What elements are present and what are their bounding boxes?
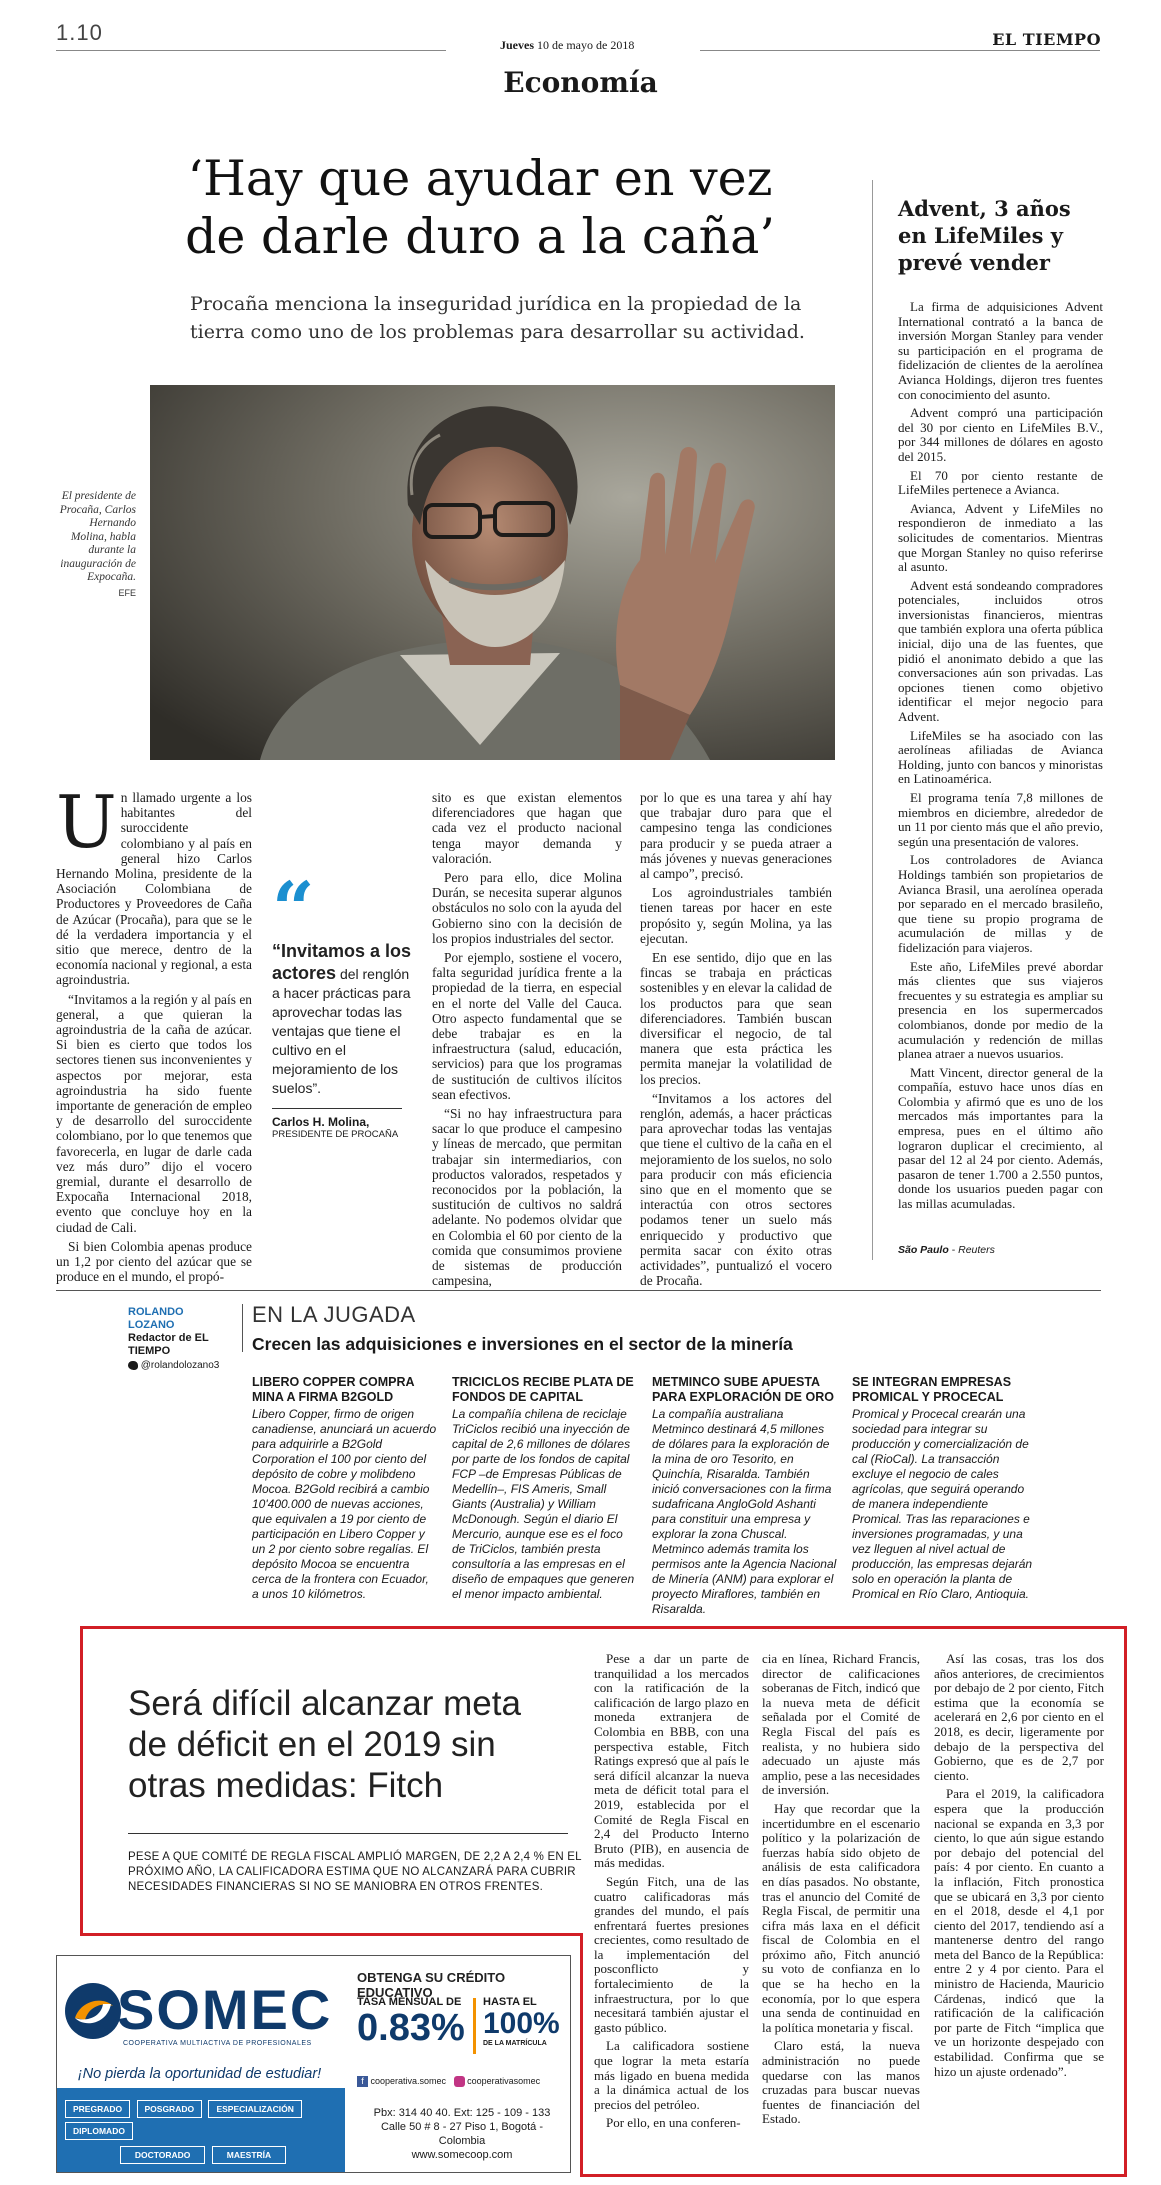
pull-quote-rule [272,1108,402,1109]
ad-rate-block [357,1996,567,2066]
credit-agency: Reuters [958,1244,995,1256]
fitch-col1-p3: La calificadora sostiene que lograr la meta estaría más ligado en buena medida a la dinámica actual de los precios del petróleo. [594,2038,749,2112]
jugada-item-1-title: LIBERO COPPER COMPRA MINA A FIRMA B2GOLD [252,1375,415,1404]
fitch-col3-p1: Así las cosas, tras los dos años anteriores, de crecimientos por debajo de 2 por ciento, Fitch estima que la economía se acelerará en 2,6 por ciento en el 2018, es decir, ligeramente por debajo de la perspectiva del Gobierno, que es de 2,7 por ciento. [934,1651,1104,1783]
date-day: Jueves [500,38,534,52]
ad-instagram[interactable]: cooperativasomec [467,2076,541,2086]
pull-quote-role: PRESIDENTE DE PROCAÑA [272,1129,399,1140]
photo-caption [56,490,136,600]
jugada-item-1-body: Libero Copper, firmo de origen canadiense, anunciará un acuerdo para adquirirle a B2Gold Corporation el 100 por ciento del depósito de cobre y molibdeno Mocoa. B2Gold recibirá a cambio 10'400.000 de nuevas acciones, que equivalen a 19 por ciento de participación en Libero Copper y un 2 por ciento sobre regalías. El depósito Mocoa se encuentra cerca de la frontera con Ecuador, a unos 10 kilómetros. [252,1407,437,1601]
ad-slogan: ¡No pierda la oportunidad de estudiar! [77,2066,322,2082]
jugada-headline: Crecen las adquisiciones e inversiones en el sector de la minería [252,1334,793,1354]
headline-line-1: ‘Hay que ayudar en vez [187,150,773,207]
main-col1-p2: “Invitamos a la región y al país en general, a que quieran la agroindustria de la caña de azúcar. Si bien es cierto que todos los sectores tienen sus inconvenientes y aspectos por mejorar, esta agroindustria ha sido fuente importante de generación de empleo y de desarrollo del suroccidente colombiano, por lo que tenemos que favorecerla, en lugar de darle cada vez más duro” dijo el vocero gremial, durante el desarrollo de Expocaña Internacional 2018, evento que concluye hoy en la ciudad de Cali. [56,991,252,1235]
ad-tags [63,2098,343,2166]
jugada-item-2-body: La compañía chilena de reciclaje TriCiclos recibió una inyección de capital de 2,6 millones de dólares por parte de los fondos de capital FCP –de Empresas Públicas de Medellín–, FIS Ameris, Small Giants (Australia) y William McDonough. Según el diario El Mercurio, aunque ese es el foco de TriCiclos, también presta consultoría a las empresas en el diseño de empaques que generen el menor impacto ambiental. [452,1407,635,1601]
sidebar-p3: El 70 por ciento restante de LifeMiles pertenece a Avianca. [898,467,1103,498]
ad-tag-2: POSGRADO [137,2100,203,2118]
pull-quote-rest: del renglón a hacer prácticas para aprovechar todas las ventajas que tiene el cultivo en el mejoramiento de los suelos”. [272,966,411,1096]
ad-upto-sub: DE LA MATRÍCULA [483,2040,547,2047]
jugada-kicker: EN LA JUGADA [252,1302,416,1327]
ad-tag-5: DOCTORADO [120,2146,206,2164]
jugada-item-2 [452,1375,637,1602]
jugada-item-4-body: Promical y Procecal crearán una sociedad para integrar su producción y comercialización de cal (RioCal). La transacción excluye el negocio de cales agrícolas, que seguirá operando de manera independiente Promical. Tras las reparaciones e inversiones programadas, y una vez lleguen al nivel actual de producción, las empresas dejarán solo en operación la planta de Promical en Río Claro, Antioquia. [852,1407,1033,1601]
fitch-col1-p4: Por ello, en una conferen- [606,2115,741,2131]
somec-ad[interactable] [56,1955,571,2173]
main-lede: Procaña menciona la inseguridad jurídica en la propiedad de la tierra como uno de los problemas para desarrollar su actividad. [190,293,805,343]
main-col3-p4: “Si no hay infraestructura para sacar lo que produce el campesino y líneas de mercado, que permitan trabajar sin intermediarios, con productos valorados, respetados y reconocidos por la población, la sustitución de cultivos no saldrá adelante. No podemos olvidar que en Colombia el 60 por ciento de la comida que consumimos proviene de sistemas de producción campesina, [432,1106,622,1289]
main-col3-p2: Pero para ello, dice Molina Durán, se necesita superar algunos obstáculos no solo con la ayuda del Gobierno sino con la decisión de los propios industriales del sector. [432,870,622,946]
fitch-lede: PESE A QUE COMITÉ DE REGLA FISCAL AMPLIÓ MARGEN, DE 2,2 A 2,4 % EN EL PRÓXIMO AÑO, LA CALIFICADORA ESTIMA QUE NO ALCANZARÁ PARA CUBRIR NECESIDADES FINANCIERAS SI NO SE MANIOBRA EN OTROS FRENTES. [128,1851,582,1893]
quote-mark-icon: “ [272,867,315,953]
jugada-item-3-body: La compañía australiana Metminco destinará 4,5 millones de dólares para la exploración de la mina de oro Tesorito, en Quinchía, Risaralda. También inició conversaciones con la firma sudafricana AngloGold Ashanti para constituir una empresa y explorar la zona Chuscal. Metminco además tramita los permisos ante la Agencia Nacional de Minería (ANM) para explorar el proyecto Miraflores, también en Risaralda. [652,1407,837,1616]
sidebar-p4: Avianca, Advent y LifeMiles no respondieron de inmediato a las solicitudes de comentarios. Mientras que Morgan Stanley no quiso referirse al asunto. [898,500,1103,575]
somec-logo [63,1972,343,2062]
ad-upto-label: HASTA EL [483,1996,537,2008]
jugada-divider [242,1304,243,1352]
columnist-box [128,1306,248,1372]
sidebar-p7: El programa tenía 7,8 millones de miembros en diciembre, alrededor de un 11 por ciento más que el año previo, según una presentación de valores. [898,790,1103,849]
ad-rate-divider [473,1998,476,2054]
pull-quote-name: Carlos H. Molina, [272,1115,370,1129]
columnist-role: Redactor de EL TIEMPO [128,1332,209,1357]
ad-rate-value: 0.83% [357,2007,465,2049]
jugada-item-3 [652,1375,837,1617]
main-col-3 [432,790,622,1293]
ad-heading: OBTENGA SU CRÉDITO EDUCATIVO [357,1970,506,2000]
ad-tag-4: DIPLOMADO [65,2122,133,2140]
columnist-handle: @rolandolozano3 [140,1360,220,1371]
main-col4-p2: Los agroindustriales también tienen tareas por hacer en este propósito y, según Molina, ya las ejecutan. [640,885,832,946]
pull-quote-text [272,940,412,1098]
fitch-headline [128,1683,588,1806]
somec-tagline: COOPERATIVA MULTIACTIVA DE PROFESIONALES [123,2040,312,2047]
header-rule-left [56,50,446,51]
main-col-1 [56,780,252,1289]
ad-facebook[interactable]: cooperativa.somec [370,2076,447,2086]
jugada-item-3-title: METMINCO SUBE APUESTA PARA EXPLORACIÓN DE ORO [652,1375,834,1404]
header-date [500,38,634,53]
header-rule-right [700,50,1100,51]
fitch-col1-p1: Pese a dar un parte de tranquilidad a los mercados con la ratificación de la calificación de largo plazo en moneda extranjera de Colombia en BBB, con una perspectiva estable, Fitch Ratings expresó que al país le será difícil alcanzar la nueva meta de déficit total para el 2019, establecida por el Comité de Regla Fiscal en 2,4 del Producto Interno Bruto (PIB), en ausencia de más medidas. [594,1651,749,1871]
sidebar-p8: Los controladores de Avianca Holdings también son propietarios de Avianca Brasil, una aerolínea operada por separado en el mercado brasileño, que tiene su propio programa de acumulación de millas y de fidelización para viajeros. [898,852,1103,955]
credit-place: São Paulo [898,1244,949,1256]
ad-web[interactable]: www.somecoop.com [411,2149,513,2161]
ad-address: Calle 50 # 8 - 27 Piso 1, Bogotá - Colombia [380,2121,544,2147]
fitch-col1-p2: Según Fitch, una de las cuatro calificadoras más grandes del mundo, el país enfrentará fuertes presiones crecientes, como resultado de la implementación del posconflicto y fortalecimiento de la infraestructura, por lo que necesitará también ajustar el gasto público. [594,1873,749,2035]
date-rest: 10 de mayo de 2018 [537,38,635,52]
fitch-col3-p2: Para el 2019, la calificadora espera que la producción nacional se expanda en 3,3 por ciento, lo que aún sigue estando por debajo del potencial del país: 4 por ciento. En cuanto a la inflación, Fitch pronostica que se ubicará en 3,3 por ciento en el 2018, desde el 4,1 por ciento del 2017, tendiendo así a mantenerse dentro del rango meta del Banco de la República: entre 2 y 4 por ciento. Para el ministro de Hacienda, Mauricio Cárdenas, indicó que la ratificación de la calificación por parte de Fitch “implica que ve un horizonte despejado con estabilidad. Confirma que se hizo un ajuste ordenado”. [934,1786,1104,2079]
fitch-lede-rule [128,1833,568,1834]
sidebar-p6: LifeMiles se ha asociado con las aerolíneas afiliadas de Avianca Holding, junto con bancos y minoristas en Latinoamérica. [898,727,1103,787]
main-col4-p1: por lo que es una tarea y ahí hay que trabajar duro para que el campesino tenga las condiciones para producir y se pueda atraer a más jóvenes y nuevas generaciones al campo”, precisó. [640,790,832,882]
columnist-first-name: ROLANDO [128,1306,184,1318]
ad-upto-value: 100% [483,2007,560,2040]
jugada-item-1 [252,1375,437,1602]
fitch-col-2 [762,1652,920,2131]
main-col1-p3: Si bien Colombia apenas produce un 1,2 por ciento del azúcar que se produce en el mundo, el propó- [56,1238,252,1285]
ad-rate-label: TASA MENSUAL DE [357,1996,462,2008]
headline-line-2: de darle duro a la caña’ [185,208,775,265]
ad-tag-3: ESPECIALIZACIÓN [208,2100,301,2118]
jugada-item-4-title: SE INTEGRAN EMPRESAS PROMICAL Y PROCECAL [852,1375,1012,1404]
ad-phone: Pbx: 314 40 40. Ext: 125 - 109 - 133 [373,2107,551,2119]
fitch-col-3 [934,1652,1104,2083]
instagram-icon [454,2076,465,2087]
fitch-col2-p1: cia en línea, Richard Francis, director de calificaciones soberanas de Fitch, indicó que la nueva meta de déficit señalada por el Comité de Regla Fiscal del país es realista, y no hubiera sido adecuado un ajuste más amplio, pese a las necesidades de inversión. [762,1651,920,1798]
sidebar-headline: Advent, 3 años en LifeMiles y prevé vender [898,196,1071,275]
sidebar-divider [872,180,873,1260]
sidebar-p2: Advent compró una participación del 30 por ciento en LifeMiles B.V., por 344 millones de dólares en agosto del 2015. [898,405,1103,464]
fitch-headline-3: otras medidas: Fitch [128,1766,444,1805]
sidebar-credit: São Paulo - Reuters [898,1244,995,1256]
main-col4-p4: “Invitamos a los actores del renglón, además, a hacer prácticas para aprovechar todas las ventajas que tiene el cultivo de la caña en el mejoramiento de los suelos, no solo para producir con más eficiencia sino que en el momento que se interactúa con otros sectores podamos tener un suelo más enriquecido y productivo que permita sacar con éxito otras actividades”, puntualizó el vocero de Procaña. [640,1090,832,1289]
sidebar-body [898,300,1103,1216]
sidebar-p1: La firma de adquisiciones Advent International contrató a la banca de inversión Morgan Stanley para vender su participación en el programa de fidelización de clientes de la aerolínea Avianca Holdings, dijeron tres fuentes con conocimiento del asunto. [898,299,1103,402]
main-col-4 [640,790,832,1293]
ad-contact [357,2106,567,2162]
sidebar-p5: Advent está sondeando compradores potenciales, incluidos otros inversionistas financieros, mientras que también explora una oferta pública inicial, dijo una de las fuentes, que pidió el anonimato debido a que las conversaciones aún son privadas. Las opciones tienen como objetivo identificar el mejor negocio para Advent. [898,577,1103,725]
fitch-col2-p3: Claro está, la nueva administración no puede quedarse con las manos cruzadas para buscar nuevas fuentes de financiación del Estado. [762,2038,920,2127]
portrait-illustration [150,385,835,760]
main-headline [150,150,810,266]
jugada-item-4 [852,1375,1037,1602]
facebook-icon: f [357,2076,368,2087]
fitch-col-1 [594,1652,749,2135]
columnist-twitter[interactable] [128,1359,248,1372]
pull-quote-bold: “Invitamos a los actores [272,941,412,983]
somec-brand: SOMEC [117,1978,333,2041]
jugada-item-2-title: TRICICLOS RECIBE PLATA DE FONDOS DE CAPITAL [452,1375,634,1404]
main-col3-p1: sito es que existan elementos diferenciadores que hagan que cada vez el producto nacional tenga mayor demanda y valoración. [432,790,622,866]
fitch-headline-1: Será difícil alcanzar meta [128,1684,521,1723]
columnist-last-name: LOZANO [128,1319,175,1331]
main-col1-p1: n llamado urgente a los habitantes del suroccidente colombiano y al país en general hizo Carlos Hernando Molina, presidente de la Asociación Colombiana de Productores y Proveedores de Caña de Azúcar (Procaña), para que se le dé la verdadera importancia y el sitio que merece, dentro de la economía nacional y regional, a esta agroindustria. [56,790,252,988]
ad-social [357,2076,567,2087]
main-photo [150,385,835,760]
ad-tag-1: PREGRADO [65,2100,130,2118]
fitch-col2-p2: Hay que recordar que la incertidumbre en el escenario político y la polarización de fuerzas había sido objeto de análisis de esta calificadora en días pasados. No obstante, tras el anuncio del Comité de Regla Fiscal, de permitir una cifra más laxa en el déficit fiscal de Colombia en el próximo año, Fitch anunció su voto de confianza en lo que se ha hecho en la economía, por lo que espera una senda de continuidad en la política monetaria y fiscal. [762,1800,920,2035]
twitter-icon [128,1361,138,1370]
somec-swirl-icon [63,1980,123,2042]
brand-logo: EL TIEMPO [992,30,1101,49]
fitch-headline-2: de déficit en el 2019 sin [128,1725,496,1764]
sidebar-p9: Este año, LifeMiles prevé abordar más clientes que sus viajeros frecuentes y su estrategia es ampliar su presencia en los supermercados colombianos, donde por medio de la acumulación y redención de millas planea atraer a nuevos usuarios. [898,958,1103,1062]
main-col3-p3: Por ejemplo, sostiene el vocero, falta seguridad jurídica frente a la propiedad de la tierra, en especial en el norte del Valle del Cauca. Otro aspecto fundamental que se debe trabajar es en la infraestructura (salud, educación, servicios) para que los programas de sustitución de cultivos ilícitos sean efectivos. [432,950,622,1102]
page-number: 1.10 [56,20,103,45]
jugada-top-rule [56,1290,1101,1291]
main-col4-p3: En ese sentido, dijo que en las fincas se trabaja en prácticas sostenibles y en elevar la calidad de los productos para que sean diferenciadores. También buscan diversificar el negocio, de tal manera que esta práctica les permita manejar la volatilidad de los precios. [640,950,832,1087]
drop-cap: U [56,780,117,864]
fitch-highlight-frame-mid [80,1933,583,1936]
caption-text: El presidente de Procaña, Carlos Hernando Molina, habla durante la inauguración de Expocaña. [59,490,136,583]
pull-quote [272,867,412,1140]
ad-tag-6: MAESTRÍA [212,2146,286,2164]
section-title: Economía [503,66,658,99]
sidebar-p10: Matt Vincent, director general de la compañía, estuvo hace unos días en Colombia y afirmó que es uno de los mercados más importantes para la empresa, pues en el último año lograron duplicar el crecimiento, al pasar del 12 al 24 por ciento. Además, pasaron de tener 1.700 a 2.550 puntos, donde los usuarios pueden pagar con las millas acumuladas. [898,1064,1103,1212]
photo-credit: EFE [118,587,136,598]
